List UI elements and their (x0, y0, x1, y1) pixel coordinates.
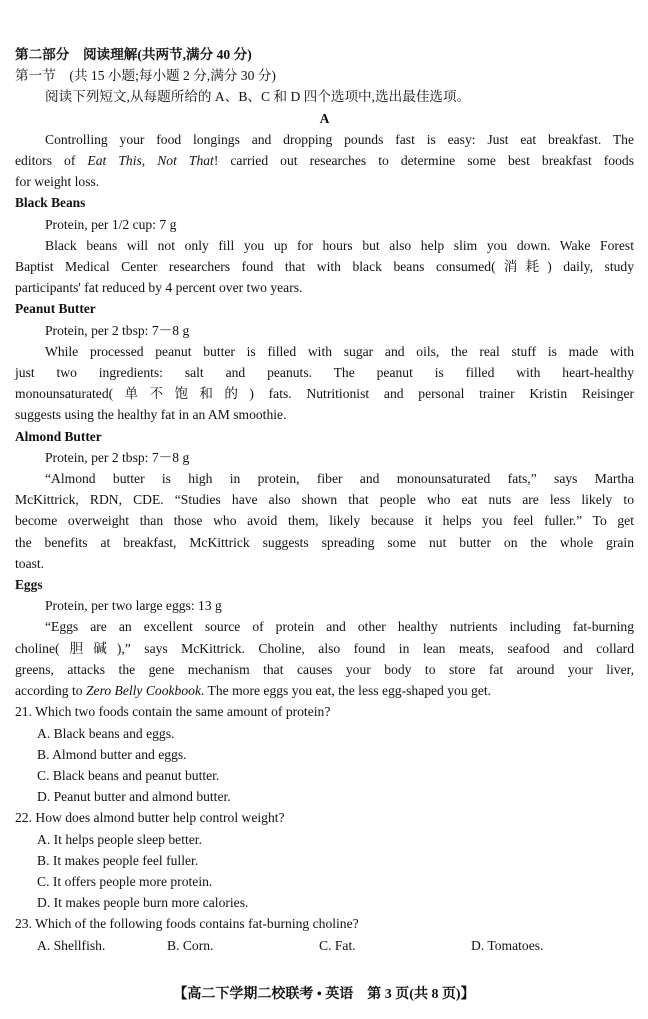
page-footer: 【高二下学期二校联考 • 英语 第 3 页(共 8 页)】 (173, 987, 475, 1002)
instruction: 阅读下列短文,从每题所给的 A、B、C 和 D 四个选项中,选出最佳选项。 (45, 89, 471, 105)
option-a[interactable]: A. Black beans and eggs. (37, 725, 175, 741)
section-title: 第一节 (共 15 小题;每小题 2 分,满分 30 分) (15, 68, 276, 84)
option-d[interactable]: D. It makes people burn more calories. (37, 895, 249, 911)
section-almond-butter: Almond Butter Protein, per 2 tbsp: 7－8 g “Almond butter is high in protein, fiber and monounsaturated fats,” says Martha McKittrick, RDN, CDE. “Studies have also shown that people who eat nuts are less likely to become overweight than those who avoid them, likely because it helps you feel fuller.” To get the benefits at breakfast, McKittrick suggests spreading some nut butter on the whole grain toast. (15, 426, 634, 574)
question-stem: 22. How does almond butter help control weight? (15, 810, 285, 826)
section-peanut-butter: Peanut Butter Protein, per 2 tbsp: 7－8 g While processed peanut butter is filled with sugar and oils, the real stuff is made with just two ingredients: salt and peanuts. The peanut is filled with heart-healthy monounsaturated(单不饱和的) fats. Nutritionist and personal trainer Kristin Reisinger suggests using the healthy fat in an AM smoothie. (15, 298, 634, 425)
option-d[interactable]: D. Tomatoes. (471, 937, 544, 953)
option-a[interactable]: A. Shellfish. (37, 937, 106, 953)
question-22 (15, 807, 634, 913)
section-heading: Black Beans (15, 195, 86, 211)
option-d[interactable]: D. Peanut butter and almond butter. (37, 789, 231, 805)
protein-info: Protein, per two large eggs: 13 g (45, 598, 222, 614)
book-title-zero-belly: Zero Belly Cookbook (85, 683, 201, 699)
section-heading: Eggs (15, 577, 43, 593)
option-b[interactable]: B. Almond butter and eggs. (37, 746, 187, 762)
part-title: 第二部分 阅读理解(共两节,满分 40 分) (15, 47, 252, 62)
intro-paragraph: Controlling your food longings and dropping pounds fast is easy: Just eat breakfast. The editors of Eat This, Not That! carried out researches to determine some best breakfast foods for weight loss. (15, 131, 634, 190)
options-row (15, 935, 634, 956)
option-b[interactable]: B. Corn. (167, 937, 214, 953)
question-21 (15, 701, 634, 807)
option-c[interactable]: C. Black beans and peanut butter. (37, 767, 220, 783)
protein-info: Protein, per 2 tbsp: 7－8 g (45, 449, 190, 465)
section-black-beans: Black Beans Protein, per 1/2 cup: 7 g Black beans will not only fill you up for hours but also help slim you down. Wake Forest Baptist Medical Center researchers found that with black beans consumed(消耗) daily, study participants' fat reduced by 4 percent over two years. (15, 192, 634, 298)
question-stem: 21. Which two foods contain the same amount of protein? (15, 704, 331, 720)
option-c[interactable]: C. Fat. (319, 937, 356, 953)
protein-info: Protein, per 1/2 cup: 7 g (45, 216, 177, 232)
section-eggs: Eggs Protein, per two large eggs: 13 g “Eggs are an excellent source of protein and other healthy nutrients including fat-burning choline(胆碱),” says McKittrick. Choline, also found in lean meats, seafood and collard greens, attacks the gene mechanism that causes your body to store fat around your liver, according to Zero Belly Cookbook. The more eggs you eat, the less egg-shaped you get. (15, 574, 634, 701)
section-heading: Peanut Butter (15, 301, 96, 317)
option-a[interactable]: A. It helps people sleep better. (37, 831, 202, 847)
option-c[interactable]: C. It offers people more protein. (37, 873, 213, 889)
book-title-eat-this: Eat This, Not That (87, 153, 214, 169)
option-b[interactable]: B. It makes people feel fuller. (37, 852, 199, 868)
protein-info: Protein, per 2 tbsp: 7－8 g (45, 322, 190, 338)
question-stem: 23. Which of the following foods contains fat-burning choline? (15, 916, 359, 932)
passage-label: A (319, 110, 330, 126)
question-23 (15, 913, 634, 955)
section-heading: Almond Butter (15, 428, 102, 444)
